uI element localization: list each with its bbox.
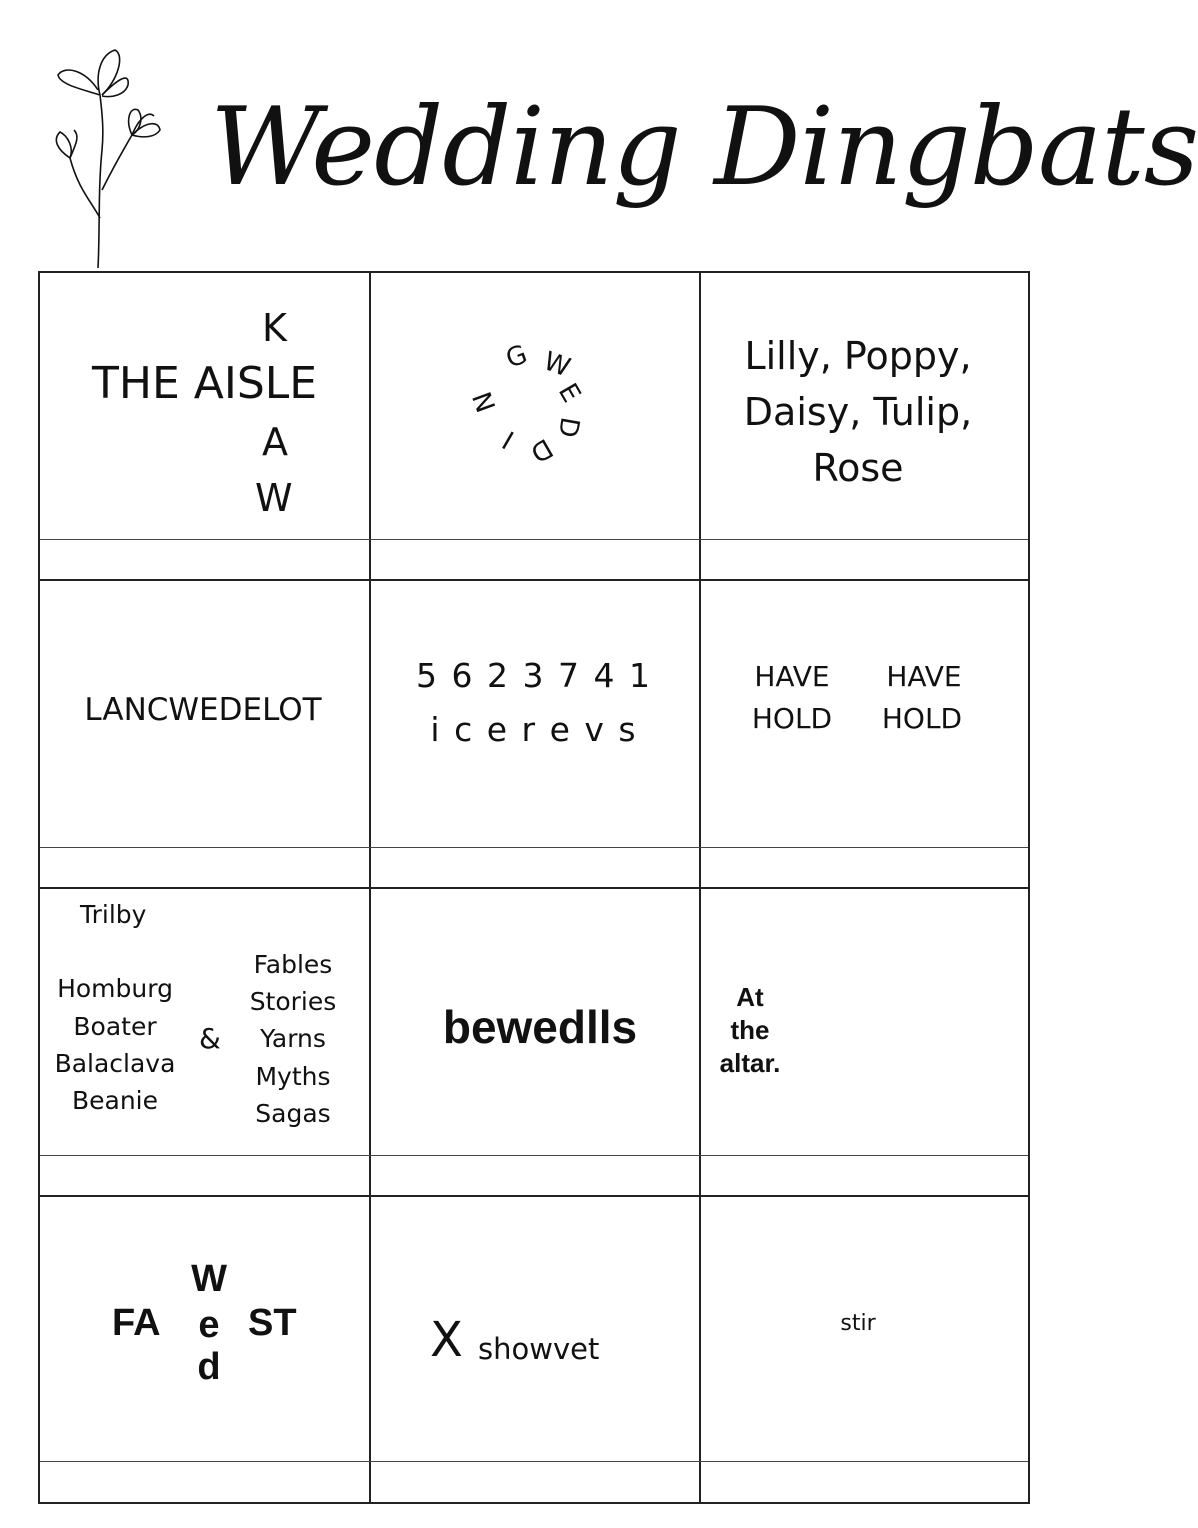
puzzle-6-left-bottom: HOLD: [751, 702, 833, 735]
puzzle-6-right-bottom: HOLD: [881, 702, 963, 735]
puzzle-10-right: ST: [248, 1302, 297, 1344]
puzzle-3-line-1: Lilly, Poppy,: [744, 334, 972, 378]
puzzle-7-top: Trilby: [80, 900, 147, 929]
puzzle-5-letters: i c e r e v s: [430, 710, 638, 749]
puzzle-7-hat-3: Balaclava: [54, 1049, 176, 1078]
puzzle-2-letter-d2: D: [525, 431, 558, 468]
puzzle-9-line-1: At: [736, 982, 764, 1012]
puzzle-7-ampersand: &: [199, 1022, 221, 1055]
puzzle-9-line-3: altar.: [719, 1048, 781, 1078]
puzzle-2-letter-n: N: [467, 387, 503, 416]
puzzle-7-tale-4: Myths: [255, 1062, 331, 1091]
puzzle-1-letter-w: W: [255, 476, 293, 520]
puzzle-5-numbers: 5 6 2 3 7 4 1: [416, 656, 652, 695]
puzzle-7-tale-2: Stories: [249, 987, 337, 1016]
puzzle-6-right-top: HAVE: [886, 660, 962, 693]
puzzle-6-left-top: HAVE: [754, 660, 830, 693]
puzzle-12-text: stir: [840, 1311, 876, 1336]
puzzle-7-tale-1: Fables: [253, 950, 333, 979]
puzzle-7-hat-4: Beanie: [71, 1086, 159, 1115]
puzzle-3-line-3: Rose: [812, 446, 904, 490]
puzzle-7-hat-1: Homburg: [57, 974, 173, 1003]
puzzle-8-text: bewedlls: [442, 1001, 638, 1053]
puzzle-11-text: showvet: [478, 1332, 600, 1366]
puzzle-7-tale-3: Yarns: [260, 1024, 326, 1053]
flower-illustration: [40, 40, 180, 272]
puzzle-2-letter-w: W: [539, 346, 575, 384]
puzzle-1-letter-a: A: [262, 420, 288, 464]
puzzle-10-vertical-e: e: [198, 1304, 220, 1346]
puzzle-3-line-2: Daisy, Tulip,: [743, 390, 973, 434]
page-title: Wedding Dingbats: [210, 85, 1198, 210]
puzzle-9-line-2: the: [730, 1015, 770, 1045]
puzzle-7-tale-5: Sagas: [255, 1099, 331, 1128]
puzzle-2-letter-i: I: [497, 424, 520, 454]
puzzle-4-text: LANCWEDELOT: [84, 692, 322, 728]
puzzle-2-letter-e: E: [551, 378, 587, 408]
puzzle-2-circle-text: [464, 338, 594, 468]
puzzle-2-letter-g: G: [502, 339, 532, 375]
puzzle-10-left: FA: [112, 1302, 161, 1344]
puzzle-10-vertical-w: W: [191, 1258, 227, 1300]
puzzle-10-vertical-d: d: [197, 1346, 221, 1388]
puzzle-2-letter-d1: D: [551, 414, 585, 440]
puzzle-1-main-text: THE AISLE: [92, 358, 318, 409]
puzzle-1-top-letter: K: [262, 306, 287, 350]
puzzle-7-hat-2: Boater: [73, 1012, 157, 1041]
puzzle-11-x: X: [430, 1312, 463, 1368]
